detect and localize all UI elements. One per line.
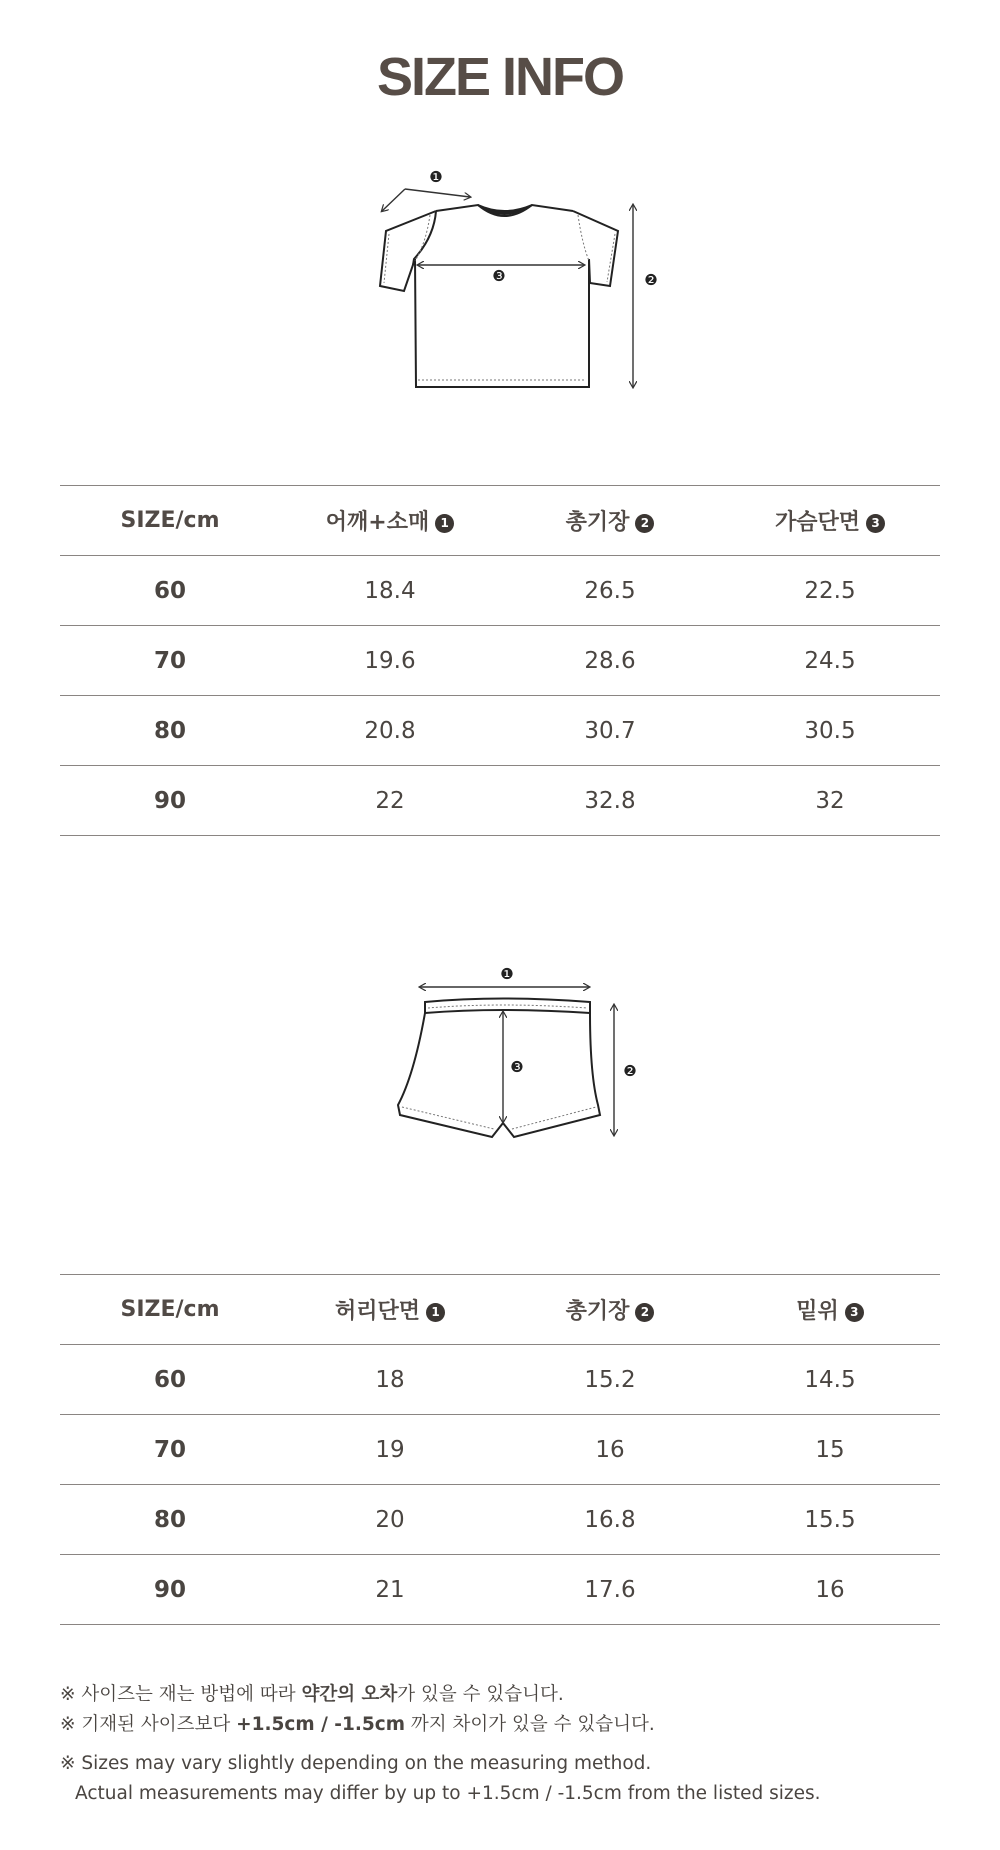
value-cell: 14.5 [720, 1345, 940, 1415]
value-cell: 16.8 [500, 1485, 720, 1555]
table-row [60, 766, 940, 836]
top-size-table [60, 485, 940, 836]
value-cell: 16 [500, 1415, 720, 1485]
value-cell: 28.6 [500, 626, 720, 696]
value-cell: 21 [280, 1555, 500, 1625]
size-cell: 70 [60, 1415, 280, 1485]
value-cell: 32 [720, 766, 940, 836]
header-waist-width: 허리단면 1 [280, 1275, 500, 1345]
value-cell: 15.5 [720, 1485, 940, 1555]
badge-2: 2 [635, 1303, 654, 1322]
table-row [60, 696, 940, 766]
note-ko-1: ※ 사이즈는 재는 방법에 따라 약간의 오차가 있을 수 있습니다. [60, 1684, 564, 1705]
table-row [60, 1555, 940, 1625]
badge-3: 3 [866, 514, 885, 533]
value-cell: 24.5 [720, 626, 940, 696]
marker-3: ❸ [492, 267, 506, 285]
badge-1: 1 [435, 514, 454, 533]
table-row [60, 626, 940, 696]
table-header-row [60, 486, 940, 556]
value-cell: 19 [280, 1415, 500, 1485]
value-cell: 20.8 [280, 696, 500, 766]
size-cell: 70 [60, 626, 280, 696]
header-chest-width: 가슴단면 3 [720, 486, 940, 556]
size-cell: 60 [60, 1345, 280, 1415]
value-cell: 16 [720, 1555, 940, 1625]
badge-2: 2 [635, 514, 654, 533]
value-cell: 22.5 [720, 556, 940, 626]
bottom-size-table [60, 1274, 940, 1625]
size-notes [60, 1680, 940, 1809]
header-size: SIZE/cm [60, 486, 280, 556]
shorts-diagram [390, 955, 650, 1150]
value-cell: 19.6 [280, 626, 500, 696]
value-cell: 15 [720, 1415, 940, 1485]
tshirt-diagram [370, 165, 660, 410]
value-cell: 15.2 [500, 1345, 720, 1415]
marker-3: ❸ [510, 1058, 524, 1076]
value-cell: 26.5 [500, 556, 720, 626]
badge-3: 3 [845, 1303, 864, 1322]
table-row [60, 1415, 940, 1485]
size-cell: 90 [60, 1555, 280, 1625]
header-size: SIZE/cm [60, 1275, 280, 1345]
size-cell: 80 [60, 696, 280, 766]
size-cell: 60 [60, 556, 280, 626]
value-cell: 18.4 [280, 556, 500, 626]
note-ko-2: ※ 기재된 사이즈보다 +1.5cm / -1.5cm 까지 차이가 있을 수 있습니다. [60, 1714, 655, 1735]
value-cell: 20 [280, 1485, 500, 1555]
page-title: SIZE INFO [376, 47, 623, 107]
size-cell: 90 [60, 766, 280, 836]
header-total-length: 총기장 2 [500, 1275, 720, 1345]
note-en-1: ※ Sizes may vary slightly depending on the measuring method. [60, 1753, 652, 1774]
value-cell: 32.8 [500, 766, 720, 836]
marker-2: ❷ [644, 271, 658, 289]
table-row [60, 1485, 940, 1555]
header-total-length: 총기장 2 [500, 486, 720, 556]
marker-1: ❶ [500, 965, 514, 983]
table-row [60, 556, 940, 626]
value-cell: 30.5 [720, 696, 940, 766]
marker-1: ❶ [429, 168, 443, 186]
header-shoulder-sleeve: 어깨+소매 1 [280, 486, 500, 556]
table-header-row [60, 1275, 940, 1345]
marker-2: ❷ [623, 1062, 637, 1080]
value-cell: 30.7 [500, 696, 720, 766]
value-cell: 17.6 [500, 1555, 720, 1625]
value-cell: 18 [280, 1345, 500, 1415]
table-row [60, 1345, 940, 1415]
note-en-2: Actual measurements may differ by up to +1.5cm / -1.5cm from the listed sizes. [75, 1783, 821, 1804]
badge-1: 1 [426, 1303, 445, 1322]
header-rise: 밑위 3 [720, 1275, 940, 1345]
size-cell: 80 [60, 1485, 280, 1555]
value-cell: 22 [280, 766, 500, 836]
